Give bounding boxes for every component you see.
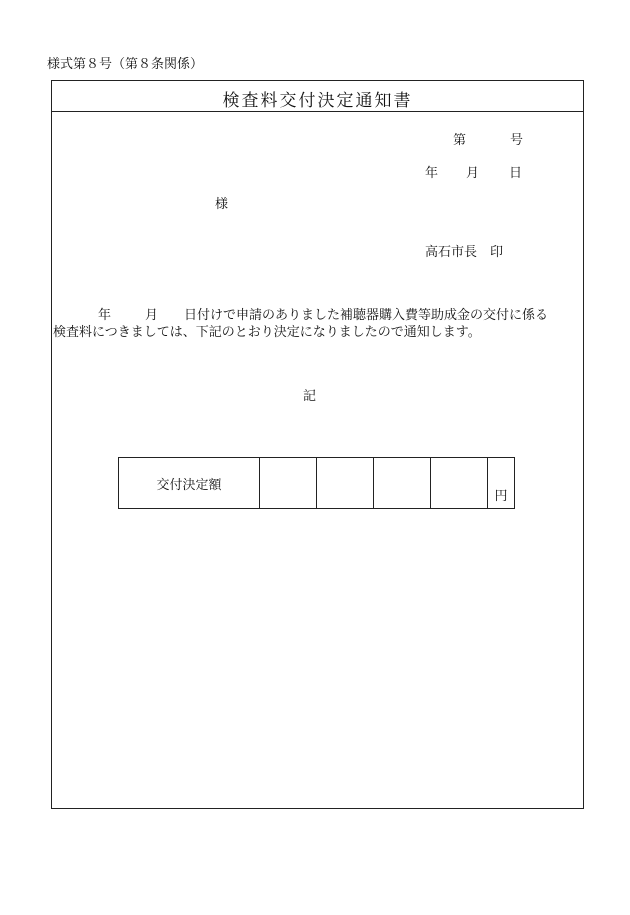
document-frame xyxy=(51,80,584,809)
title-bar xyxy=(52,81,583,112)
amount-table xyxy=(118,457,515,509)
amount-digit-2 xyxy=(317,458,374,509)
amount-unit: 円 xyxy=(488,458,515,509)
document-title: 検査料交付決定通知書 xyxy=(222,91,413,111)
number-dai: 第 xyxy=(453,133,467,148)
amount-digit-3 xyxy=(374,458,431,509)
form-number: 様式第８号（第８条関係） xyxy=(47,57,204,72)
date-year: 年 xyxy=(425,166,439,181)
body-line-2: 検査料につきましては、下記のとおり決定になりましたので通知します。 xyxy=(53,325,481,340)
issuer-signature: 高石市長 印 xyxy=(425,245,504,260)
number-go: 号 xyxy=(510,133,524,148)
date-day: 日 xyxy=(509,166,523,181)
ki-heading: 記 xyxy=(303,389,317,404)
amount-digit-4 xyxy=(431,458,488,509)
body-year: 年 xyxy=(98,308,112,323)
amount-label: 交付決定額 xyxy=(119,458,260,509)
addressee-suffix: 様 xyxy=(215,197,229,212)
amount-digit-1 xyxy=(260,458,317,509)
amount-row xyxy=(119,458,515,509)
body-month: 月 xyxy=(145,308,159,323)
date-month: 月 xyxy=(466,166,480,181)
body-line-1: 日付けで申請のありました補聴器購入費等助成金の交付に係る xyxy=(184,308,549,323)
